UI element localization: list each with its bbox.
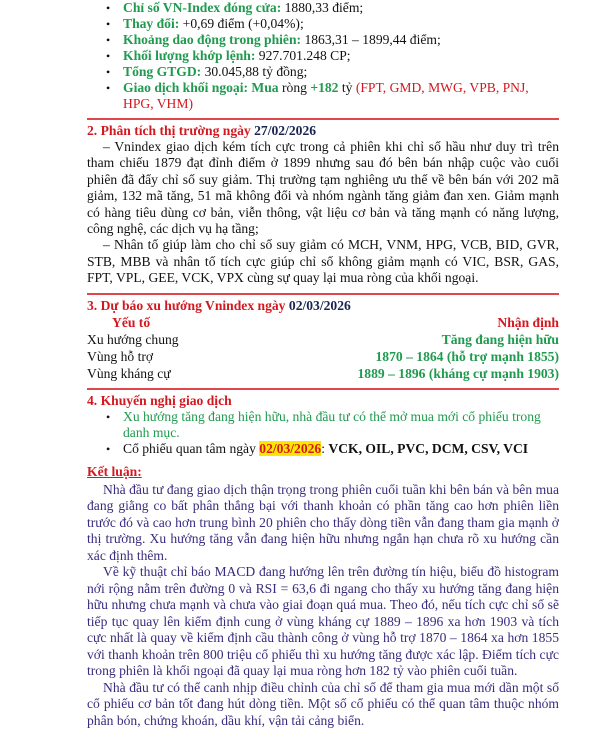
forecast-row: Vùng hỗ trợ 1870 – 1864 (hỗ trợ mạnh 1855) bbox=[87, 348, 559, 364]
watchlist-item: • Cổ phiếu quan tâm ngày 02/03/2026: VCK, OIL, PVC, DCM, CSV, VCI bbox=[87, 441, 559, 457]
summary-item: • Tổng GTGD: 30.045,88 tỷ đồng; bbox=[87, 64, 559, 80]
recommendation-item: • Xu hướng tăng đang hiện hữu, nhà đầu tư có thể mở mua mới cổ phiếu trong danh mục. bbox=[87, 409, 559, 441]
forecast-header-row: Yếu tố Nhận định bbox=[112, 314, 559, 330]
analysis-paragraph: – Vnindex giao dịch kém tích cực trong cả phiên khi chỉ số hầu như duy trì trên tham chiếu 1879 đạt đỉnh điểm ở 1899 nhưng sau đó bên bán nhập cuộc vào cuối phiên đã đẩy chỉ số suy giảm. Thị trường tạm nghiêng ưu thế về bên bán với 202 mã giảm, 132 mã tăng, 51 mã không đổi và nhóm ngành tăng giảm đan xen. Giảm mạnh có hàng tiêu dùng cơ bản, viễn thông, vật liệu cơ bản và tăng mạnh có năng lượng, công nghệ, các dịch vụ hạ tầng; bbox=[87, 139, 559, 237]
summary-item: • Thay đổi: +0,69 điểm (+0,04%); bbox=[87, 16, 559, 32]
section-recommendation bbox=[87, 392, 559, 457]
conclusion-paragraph: Về kỹ thuật chỉ báo MACD đang hướng lên trên đường tín hiệu, biểu đồ histogram nới rộng nằm trên đường 0 và RSI = 63,6 đi ngang cho thấy xu hướng tăng đang hiện hữu nhưng chưa mạnh và chưa vào giai đoạn quá mua. Theo đó, nếu tích cực chỉ số sẽ tiếp tục quay lên kiểm định cung ở vùng kháng cự 1889 – 1896 xa hơn 1903 và tích cực nhất là quay về kiểm định cầu thành công ở vùng hỗ trợ 1870 – 1864 xa hơn 1855 với thanh khoản trên 800 triệu cổ phiếu thì xu hướng tăng được xác lập. Điểm tích cực trong phiên là khối ngoại đã quay lại mua ròng hơn 182 tỷ vào phiên cuối tuần. bbox=[87, 564, 559, 679]
section-divider bbox=[87, 118, 559, 120]
conclusion-paragraph: Nhà đầu tư đang giao dịch thận trọng trong phiên cuối tuần khi bên bán và bên mua đang giằng co bất phân thắng bại với thanh khoản có phần tăng cao hơn phiên liền trước đó và cao hơn trung bình 20 phiên cho thấy dòng tiền vẫn đang tham gia mạnh ở thị trường. Xu hướng tăng vẫn đang hiện hữu nhưng ngắn hạn chưa rõ xu hướng cần xác định thêm. bbox=[87, 481, 559, 563]
section-divider bbox=[87, 388, 559, 390]
section-forecast bbox=[87, 297, 559, 382]
summary-item: • Chỉ số VN-Index đóng cửa: 1880,33 điểm; bbox=[87, 0, 559, 16]
section-title: 3. Dự báo xu hướng Vnindex ngày 02/03/2026 bbox=[87, 297, 351, 313]
foreign-trading: • Giao dịch khối ngoại: Mua ròng +182 tỷ (FPT, GMD, MWG, VPB, PNJ, HPG, VHM) bbox=[87, 80, 559, 112]
analysis-paragraph: – Nhân tố giúp làm cho chỉ số suy giảm có MCH, VNM, HPG, VCB, BID, GVR, STB, MBB và nhân tố tích cực giúp chỉ số không giảm mạnh có VIC, BSR, GAS, FPT, VPL, GEE, VCK, VPX cùng sự quay lại mua ròng của khối ngoại. bbox=[87, 237, 559, 286]
summary-item: • Khối lượng khớp lệnh: 927.701.248 CP; bbox=[87, 48, 559, 64]
forecast-row: Xu hướng chung Tăng đang hiện hữu bbox=[87, 331, 559, 347]
conclusion bbox=[87, 463, 559, 729]
section-divider bbox=[87, 293, 559, 295]
forecast-row: Vùng kháng cự 1889 – 1896 (kháng cự mạnh 1903) bbox=[87, 365, 559, 381]
section-title: 4. Khuyến nghị giao dịch bbox=[87, 392, 232, 408]
conclusion-title: Kết luận: bbox=[87, 463, 142, 479]
summary-item: • Khoảng dao động trong phiên: 1863,31 – 1899,44 điểm; bbox=[87, 32, 559, 48]
section-title: 2. Phân tích thị trường ngày 27/02/2026 bbox=[87, 123, 317, 138]
section-market-analysis bbox=[87, 122, 559, 287]
market-summary bbox=[87, 0, 559, 112]
conclusion-paragraph: Nhà đầu tư có thể canh nhịp điều chỉnh của chỉ số để tham gia mua mới dần một số cổ phiếu cơ bản tốt đang hút dòng tiền. Một số cổ phiếu có thể quan tâm thuộc nhóm phân bón, chứng khoán, dầu khí, vận tải cảng biển. bbox=[87, 679, 559, 728]
